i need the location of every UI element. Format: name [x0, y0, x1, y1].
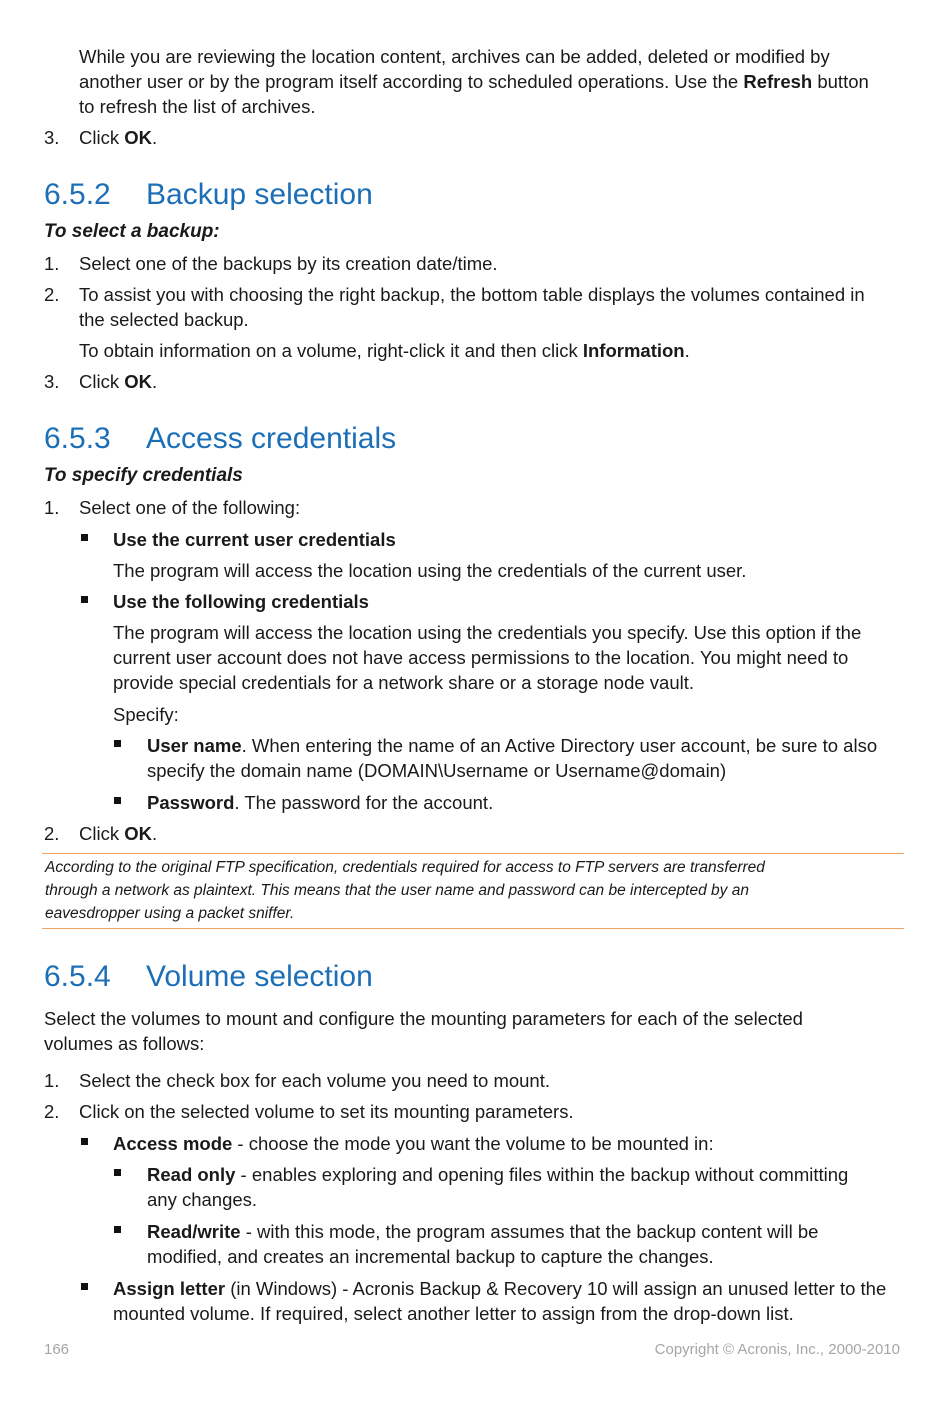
heading-volume-selection — [44, 959, 373, 995]
step-number: 2. — [44, 1101, 60, 1122]
read-write-item — [147, 1219, 818, 1244]
access-mode-item — [113, 1131, 714, 1156]
heading-backup-selection — [44, 177, 373, 213]
heading-access-credentials — [44, 421, 396, 457]
subtext: To obtain information on a volume, right-click it and then click — [79, 340, 583, 361]
ftp-note-box — [42, 853, 904, 929]
option-current-user: Use the current user credentials — [113, 529, 396, 550]
ok-term: OK — [124, 127, 152, 148]
step-text: Select one of the backups by its creation date/time. — [79, 253, 498, 274]
heading-title: Volume selection — [146, 960, 373, 993]
bullet-square — [114, 797, 121, 804]
assign-letter-desc-cont: mounted volume. If required, select another letter to assign from the drop-down list. — [113, 1303, 794, 1324]
access-mode-desc: - choose the mode you want the volume to be mounted in: — [232, 1133, 714, 1154]
intro-line-2 — [79, 69, 869, 94]
access-mode-term: Access mode — [113, 1133, 233, 1154]
read-only-item — [147, 1162, 848, 1187]
step-click-ok — [79, 369, 157, 394]
volume-intro-line-2: volumes as follows: — [44, 1033, 205, 1054]
password-term: Password — [147, 792, 235, 813]
note-line-1: According to the original FTP specification, credentials required for access to FTP servers are transferred — [45, 859, 765, 876]
note-line-3: eavesdropper using a packet sniffer. — [45, 905, 295, 922]
option-title — [113, 527, 396, 552]
option-desc: The program will access the location using the credentials of the current user. — [113, 560, 747, 581]
page-number: 166 — [44, 1341, 70, 1358]
option-desc-line-3: provide special credentials for a network share or a storage node vault. — [113, 672, 695, 693]
step-text: To assist you with choosing the right backup, the bottom table displays the volumes contained in — [79, 284, 865, 305]
user-name-desc-cont: specify the domain name (DOMAIN\Username or Username@domain) — [147, 760, 727, 781]
option-following-credentials: Use the following credentials — [113, 591, 369, 612]
step-text: Select one of the following: — [79, 497, 301, 518]
password-item — [147, 790, 493, 815]
step-text: Click — [79, 371, 125, 392]
ok-term: OK — [124, 823, 152, 844]
intro-line-1: While you are reviewing the location content, archives can be added, deleted or modified by — [79, 46, 830, 67]
heading-number: 6.5.2 — [44, 178, 111, 211]
step-number: 3. — [44, 127, 60, 148]
assign-letter-term: Assign letter — [113, 1278, 226, 1299]
read-only-desc-cont: any changes. — [147, 1189, 258, 1210]
bullet-square — [114, 1226, 121, 1233]
procedure-title: To specify credentials — [44, 465, 243, 486]
volume-intro-line-1: Select the volumes to mount and configure the mounting parameters for each of the selected — [44, 1008, 803, 1029]
note-line-2: through a network as plaintext. This means that the user name and password can be intercepted by an — [45, 882, 749, 899]
step-number: 3. — [44, 371, 60, 392]
read-write-desc: - with this mode, the program assumes that the backup content will be — [240, 1221, 819, 1242]
bullet-square — [114, 1169, 121, 1176]
read-write-desc-cont: modified, and creates an incremental backup to capture the changes. — [147, 1246, 714, 1267]
step-text: Click on the selected volume to set its mounting parameters. — [79, 1101, 574, 1122]
option-desc-line-2: current user account does not have access permissions to the location. You might need to — [113, 647, 849, 668]
step-number: 2. — [44, 823, 60, 844]
step-text: Select the check box for each volume you need to mount. — [79, 1070, 551, 1091]
heading-title: Backup selection — [146, 178, 373, 211]
user-name-desc: . When entering the name of an Active Directory user account, be sure to also — [241, 735, 878, 756]
information-term: Information — [582, 340, 685, 361]
step-number: 1. — [44, 497, 60, 518]
step-text-cont: the selected backup. — [79, 309, 249, 330]
bullet-square — [81, 534, 88, 541]
step-text: Click — [79, 823, 125, 844]
refresh-term: Refresh — [743, 71, 813, 92]
user-name-term: User name — [147, 735, 242, 756]
heading-number: 6.5.3 — [44, 422, 111, 455]
bullet-square — [81, 1138, 88, 1145]
step-number: 1. — [44, 1070, 60, 1091]
step-punct: . — [151, 127, 158, 148]
subtext-punct: . — [684, 340, 690, 361]
step-click-ok — [79, 125, 157, 150]
copyright: Copyright © Acronis, Inc., 2000-2010 — [654, 1341, 900, 1358]
intro-line-3: to refresh the list of archives. — [79, 96, 316, 117]
step-subtext — [79, 338, 690, 363]
read-only-desc: - enables exploring and opening files within the backup without committing — [235, 1164, 849, 1185]
bullet-square — [81, 596, 88, 603]
bullet-square — [81, 1283, 88, 1290]
assign-letter-item — [113, 1276, 886, 1301]
assign-letter-desc: (in Windows) - Acronis Backup & Recovery 10 will assign an unused letter to the — [225, 1278, 887, 1299]
read-only-term: Read only — [147, 1164, 236, 1185]
procedure-title: To select a backup: — [44, 221, 220, 242]
read-write-term: Read/write — [147, 1221, 241, 1242]
heading-number: 6.5.4 — [44, 960, 111, 993]
ok-term: OK — [124, 371, 152, 392]
step-text: Click — [79, 127, 125, 148]
option-title — [113, 589, 369, 614]
step-punct: . — [151, 371, 158, 392]
heading-title: Access credentials — [146, 422, 397, 455]
step-number: 1. — [44, 253, 60, 274]
intro-line-2-text: another user or by the program itself according to scheduled operations. Use the — [79, 71, 744, 92]
intro-line-2-tail: button — [812, 71, 869, 92]
step-number: 2. — [44, 284, 60, 305]
step-punct: . — [151, 823, 158, 844]
password-desc: . The password for the account. — [234, 792, 494, 813]
step-click-ok — [79, 821, 157, 846]
specify-label: Specify: — [113, 704, 179, 725]
bullet-square — [114, 740, 121, 747]
user-name-item — [147, 733, 877, 758]
option-desc-line-1: The program will access the location using the credentials you specify. Use this option if the — [113, 622, 862, 643]
